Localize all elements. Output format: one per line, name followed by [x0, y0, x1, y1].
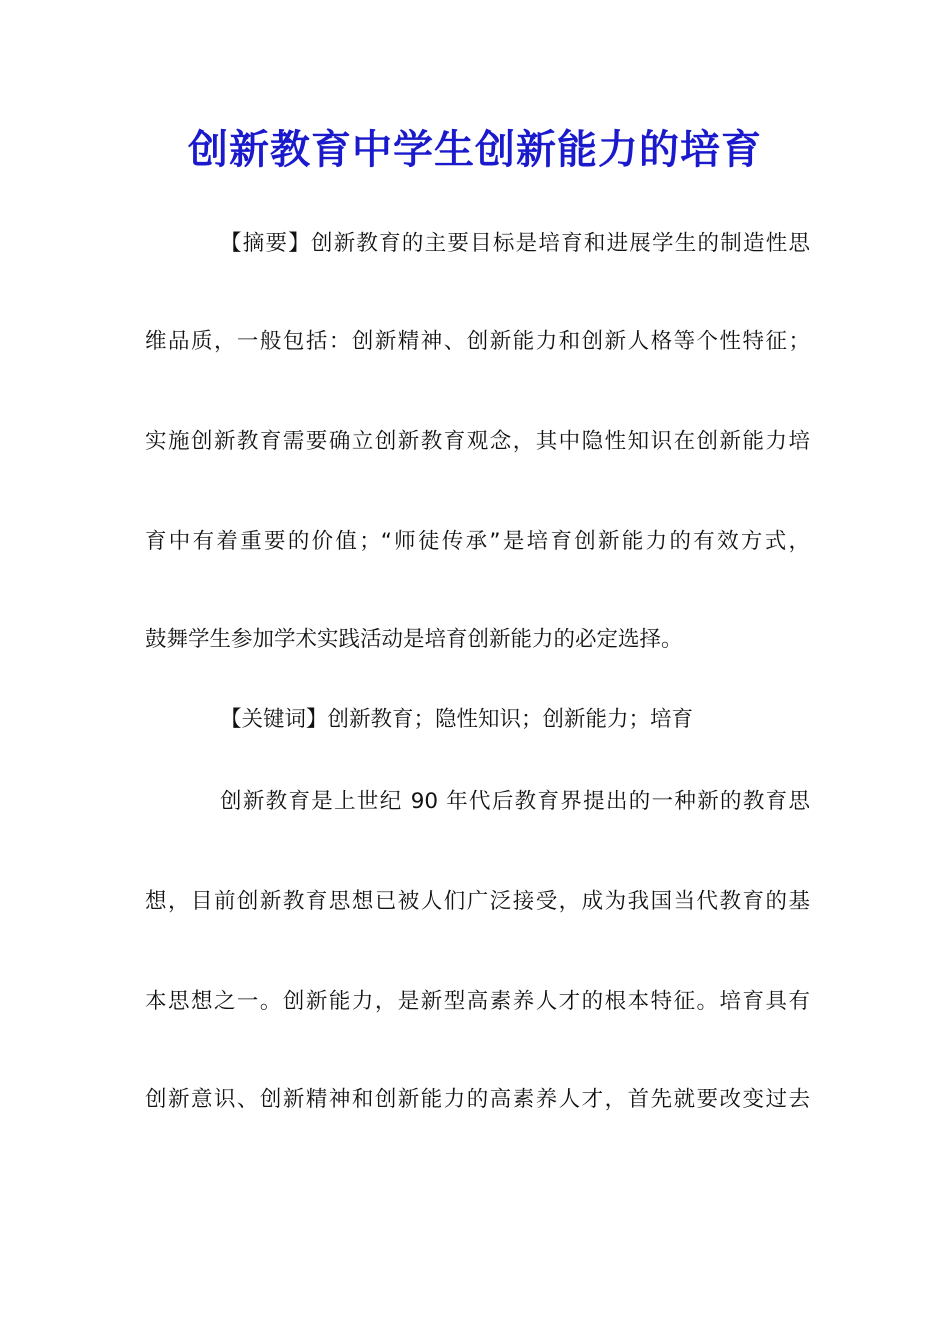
- body-line: 想，目前创新教育思想已被人们广泛接受，成为我国当代教育的基: [145, 889, 810, 914]
- abstract-line: 【摘要】创新教育的主要目标是培育和进展学生的制造性思: [220, 231, 810, 256]
- body-line: 创新教育是上世纪 90 年代后教育界提出的一种新的教育思: [220, 789, 810, 814]
- abstract-line: 鼓舞学生参加学术实践活动是培育创新能力的必定选择。: [145, 627, 683, 652]
- abstract-line: 育中有着重要的价值；“师徒传承”是培育创新能力的有效方式，: [145, 529, 810, 554]
- keywords-line: 【关键词】创新教育；隐性知识；创新能力；培育: [220, 707, 694, 732]
- abstract-line: 实施创新教育需要确立创新教育观念，其中隐性知识在创新能力培: [145, 429, 810, 454]
- document-title: 创新教育中学生创新能力的培育: [188, 126, 762, 173]
- body-line: 创新意识、创新精神和创新能力的高素养人才，首先就要改变过去: [145, 1087, 810, 1112]
- body-line: 本思想之一。创新能力，是新型高素养人才的根本特征。培育具有: [145, 989, 810, 1014]
- abstract-line: 维品质，一般包括：创新精神、创新能力和创新人格等个性特征；: [145, 329, 810, 354]
